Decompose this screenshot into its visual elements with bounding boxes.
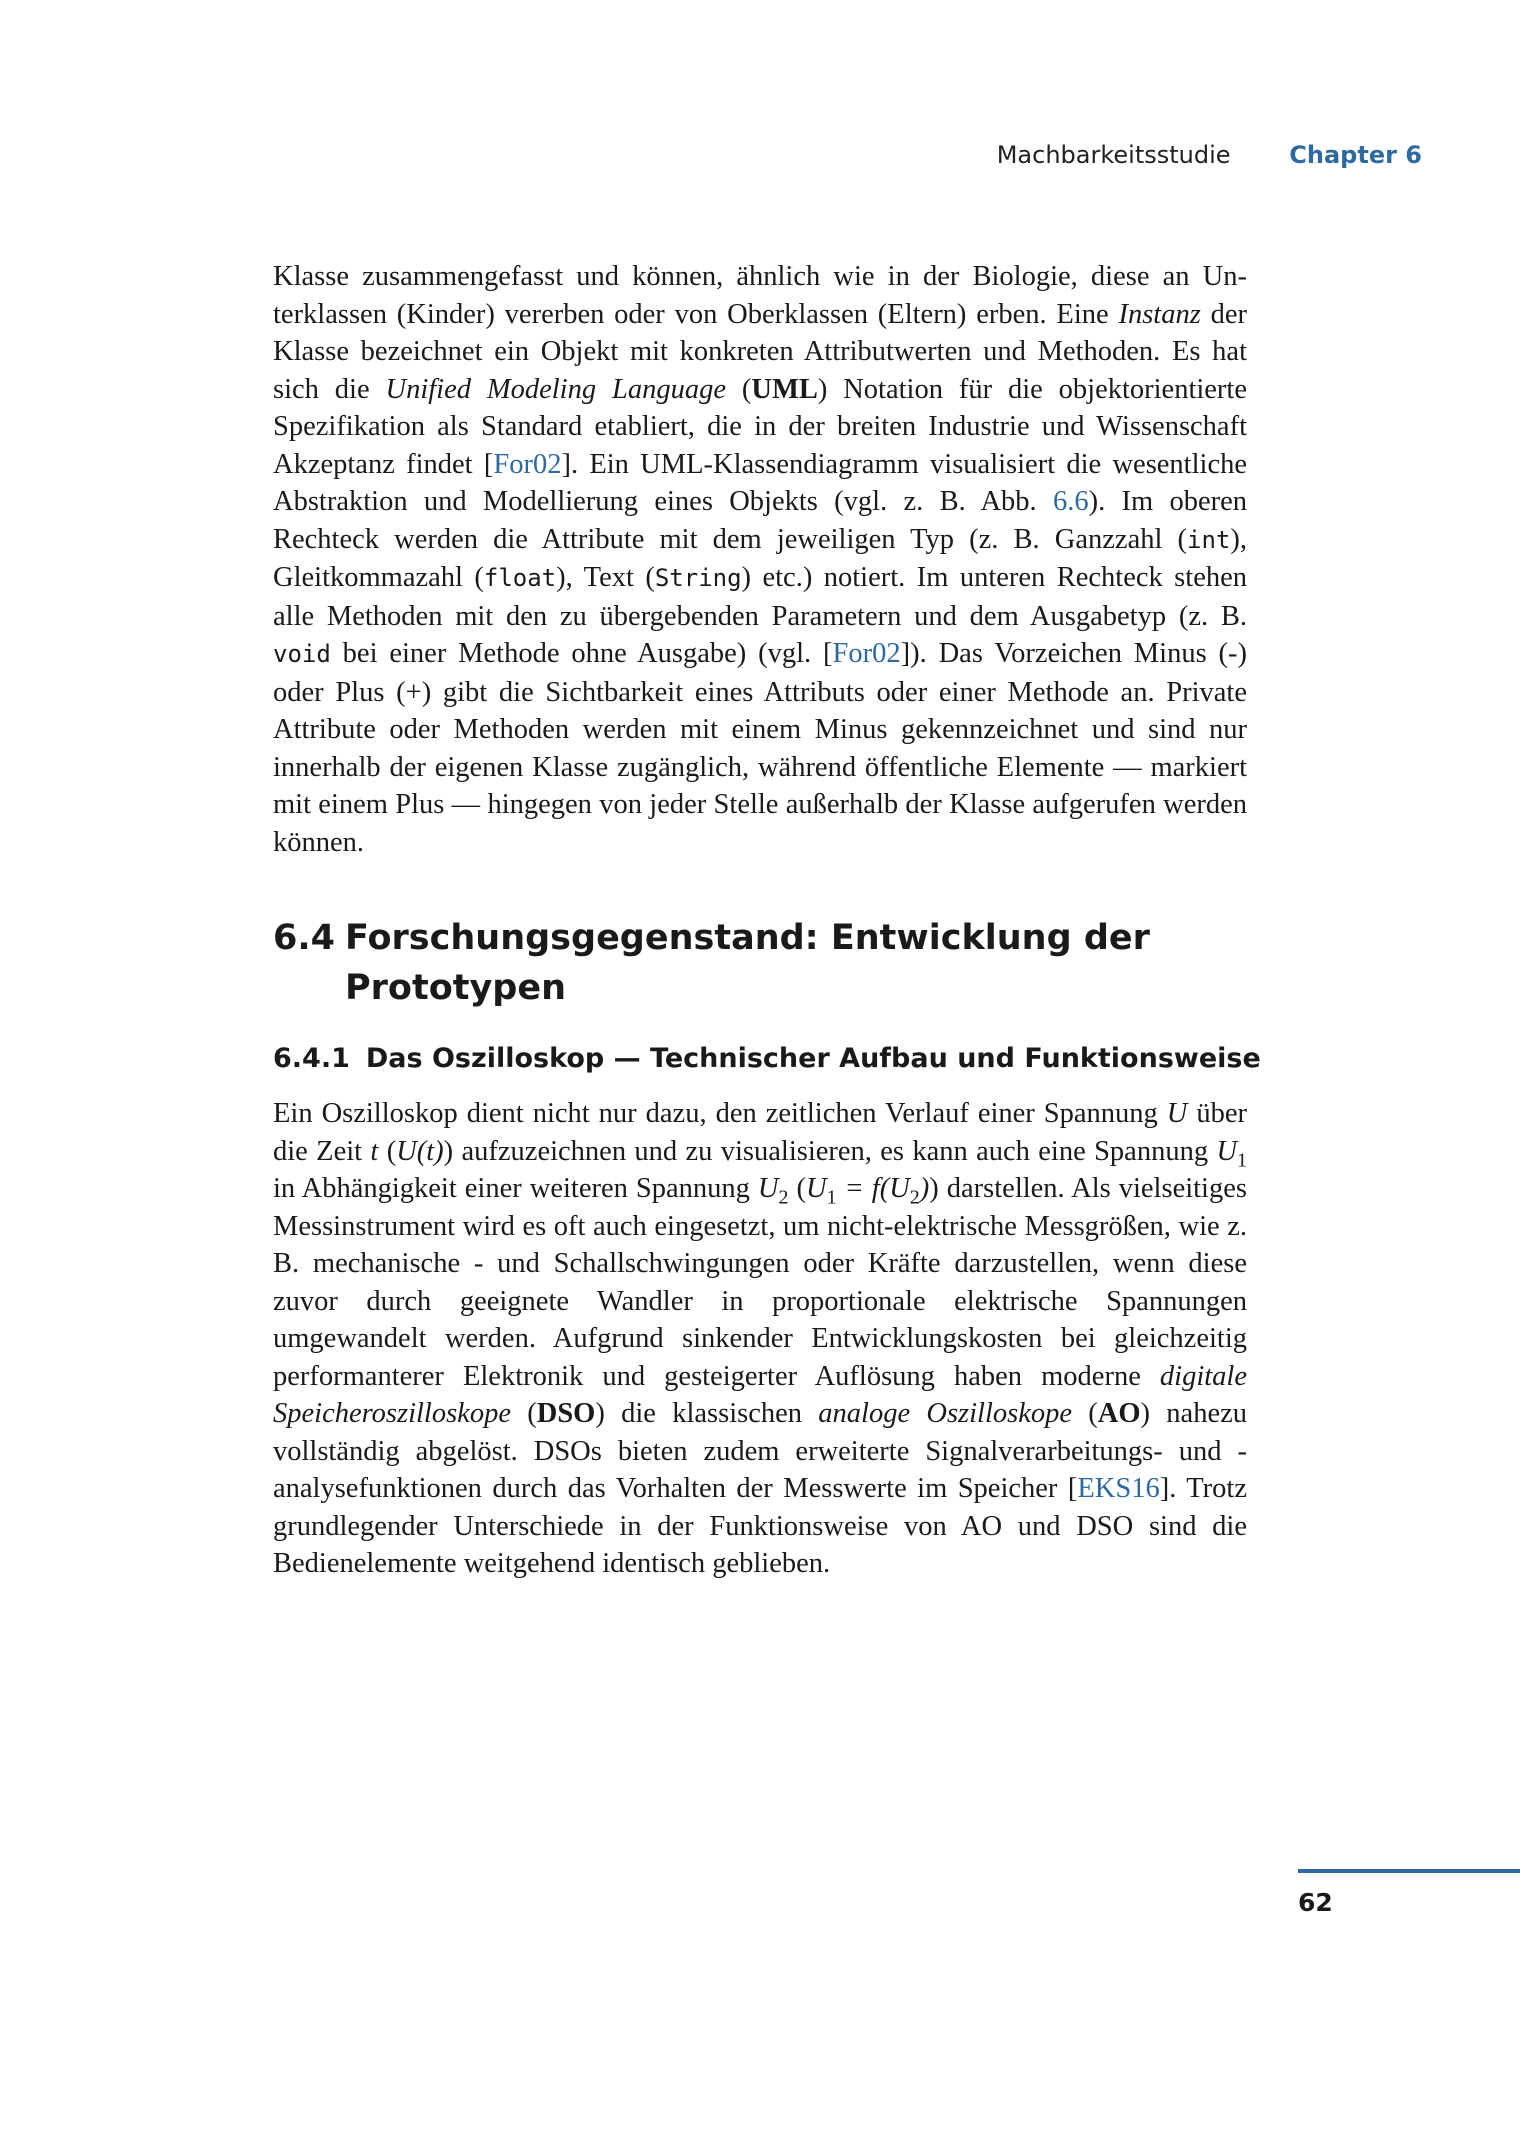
subsection-title: Das Oszilloskop — Technischer Aufbau und Funktionsweise bbox=[365, 1043, 1261, 1074]
code-void: void bbox=[273, 640, 331, 668]
acronym-dso: DSO bbox=[536, 1398, 596, 1429]
citation-link[interactable]: For02 bbox=[832, 638, 901, 669]
text-run: ( bbox=[510, 1398, 537, 1429]
subscript: 2 bbox=[909, 1186, 920, 1209]
emphasis-dso-full: digitale Speicheroszilloskope bbox=[273, 1360, 1247, 1429]
subscript: 1 bbox=[826, 1186, 837, 1209]
text-run: ) etc.) notiert. Im unteren Rechteck stehen alle Methoden mit den zu übergebenden Parametern und dem Ausgabetyp (z. B. bbox=[273, 562, 1247, 632]
math-U: U bbox=[1166, 1098, 1188, 1129]
text-run: ]). Das Vorzeichen Minus (-) oder Plus (+) gibt die Sichtbarkeit eines Attributs oder einer Methode an. Private Attribute oder Methoden werden mit einem Minus gekennzeichnet und sind nur innerhalb der eigenen Klasse zugänglich, während öffentliche Elemente — markiert mit einem Plus — hingegen von jeder Stelle außerhalb der Klasse aufgerufen werden können. bbox=[273, 638, 1247, 858]
subscript: 2 bbox=[778, 1186, 789, 1209]
text-run: ), Gleitkommazahl ( bbox=[273, 523, 1247, 593]
math-t: t bbox=[370, 1135, 379, 1167]
paragraph-oop bbox=[273, 258, 1247, 861]
math-U-of-t: U(t) bbox=[396, 1135, 444, 1167]
text-run: ( bbox=[378, 1135, 397, 1167]
text-run: in Abhängigkeit einer weiteren Spannung bbox=[273, 1173, 758, 1204]
citation-link[interactable]: For02 bbox=[493, 448, 562, 480]
text-run: bei einer Methode ohne Ausgabe) (vgl. [ bbox=[330, 638, 833, 669]
header-chapter-label: Chapter 6 bbox=[1289, 141, 1422, 169]
text-run: ). Im oberen Rechteck werden die Attribute mit dem jeweiligen Typ (z. B. Ganzzahl ( bbox=[273, 486, 1247, 555]
math-U1: U bbox=[1216, 1135, 1238, 1167]
math-equation-part: = f(U bbox=[836, 1173, 910, 1204]
paragraph-oscilloscope bbox=[273, 1095, 1247, 1583]
text-run: ), Text ( bbox=[556, 562, 655, 593]
subsection-heading bbox=[273, 1041, 1261, 1077]
acronym-uml: UML bbox=[751, 373, 818, 405]
emphasis-uml-full: Unified Modeling Language bbox=[385, 373, 726, 405]
text-run: über die Zeit bbox=[273, 1098, 1248, 1167]
code-string: String bbox=[654, 564, 742, 592]
text-run: Klasse zusammengefasst und können, ähnlich wie in der Biologie, diese an Unterklassen (Kinder) vererben oder von Oberklassen (Eltern) erben. Eine bbox=[273, 261, 1247, 330]
text-run: Ein Oszilloskop dient nicht nur dazu, den zeitlichen Verlauf einer Spannung bbox=[273, 1098, 1167, 1129]
math-U2: U bbox=[757, 1173, 779, 1204]
subscript: 1 bbox=[1237, 1149, 1247, 1172]
page-content bbox=[273, 258, 1261, 1583]
text-run: ) darstellen. Als vielseitiges Messinstrument wird es oft auch eingesetzt, um nicht-elektrische Messgrößen, wie z. B. mechanische - und Schallschwingungen oder Kräfte darzustellen, wenn diese zuvor durch geeignete Wandler in proportionale elektrische Spannungen umgewandelt werden. Aufgrund sinkender Entwicklungskosten bei gleichzeitig performanterer Elektronik und gesteigerter Auflösung haben moderne bbox=[273, 1173, 1247, 1392]
code-float: float bbox=[483, 564, 557, 592]
figure-reference-link[interactable]: 6.6 bbox=[1052, 486, 1089, 517]
section-number: 6.4 bbox=[273, 918, 336, 958]
math-equation-part: ) bbox=[919, 1173, 930, 1204]
emphasis-instanz: Instanz bbox=[1118, 298, 1201, 330]
acronym-ao: AO bbox=[1097, 1398, 1141, 1429]
text-run: ]. Trotz grundlegender Unterschiede in der Funktionsweise von AO und DSO sind die Bedienelemente weitgehend identisch geblieben. bbox=[273, 1473, 1247, 1579]
text-run: ( bbox=[788, 1173, 806, 1204]
text-run: ) nahezu vollständig abgelöst. DSOs bieten zudem erweiterte Signalverarbeitungs- und -analysefunktionen durch das Vorhalten der Messwerte im Speicher [ bbox=[273, 1398, 1248, 1504]
text-run: ) aufzuzeichnen und zu visualisieren, es kann auch eine Spannung bbox=[443, 1135, 1217, 1167]
text-run: ) die klassischen bbox=[595, 1398, 819, 1429]
header-section-title: Machbarkeitsstudie bbox=[996, 141, 1231, 169]
running-header bbox=[997, 136, 1422, 173]
emphasis-ao-full: analoge Oszilloskope bbox=[818, 1398, 1073, 1429]
math-equation-part: U bbox=[805, 1173, 827, 1204]
subsection-number: 6.4.1 bbox=[273, 1043, 350, 1074]
text-run: ( bbox=[725, 373, 752, 405]
text-run: ) Notation für die objektorientierte Spezifikation als Standard etabliert, die in der breiten Industrie und Wissenschaft Akzeptanz findet [ bbox=[273, 373, 1247, 480]
code-int: int bbox=[1187, 525, 1231, 554]
text-run: ]. Ein UML-Klassendiagramm visualisiert die wesentliche Abstraktion und Modellierung eines Objekts (vgl. z. B. Abb. bbox=[273, 448, 1247, 517]
footer-rule bbox=[1298, 1869, 1520, 1873]
section-title: Forschungsgegenstand: Entwicklung der Prototypen bbox=[345, 918, 1150, 1008]
section-heading bbox=[273, 913, 1247, 1013]
citation-link[interactable]: EKS16 bbox=[1077, 1473, 1160, 1504]
text-run: der Klasse bezeichnet ein Objekt mit konkreten Attributwerten und Methoden. Es hat sich die bbox=[273, 298, 1247, 405]
page-number: 62 bbox=[1298, 1888, 1333, 1917]
text-run: ( bbox=[1072, 1398, 1098, 1429]
